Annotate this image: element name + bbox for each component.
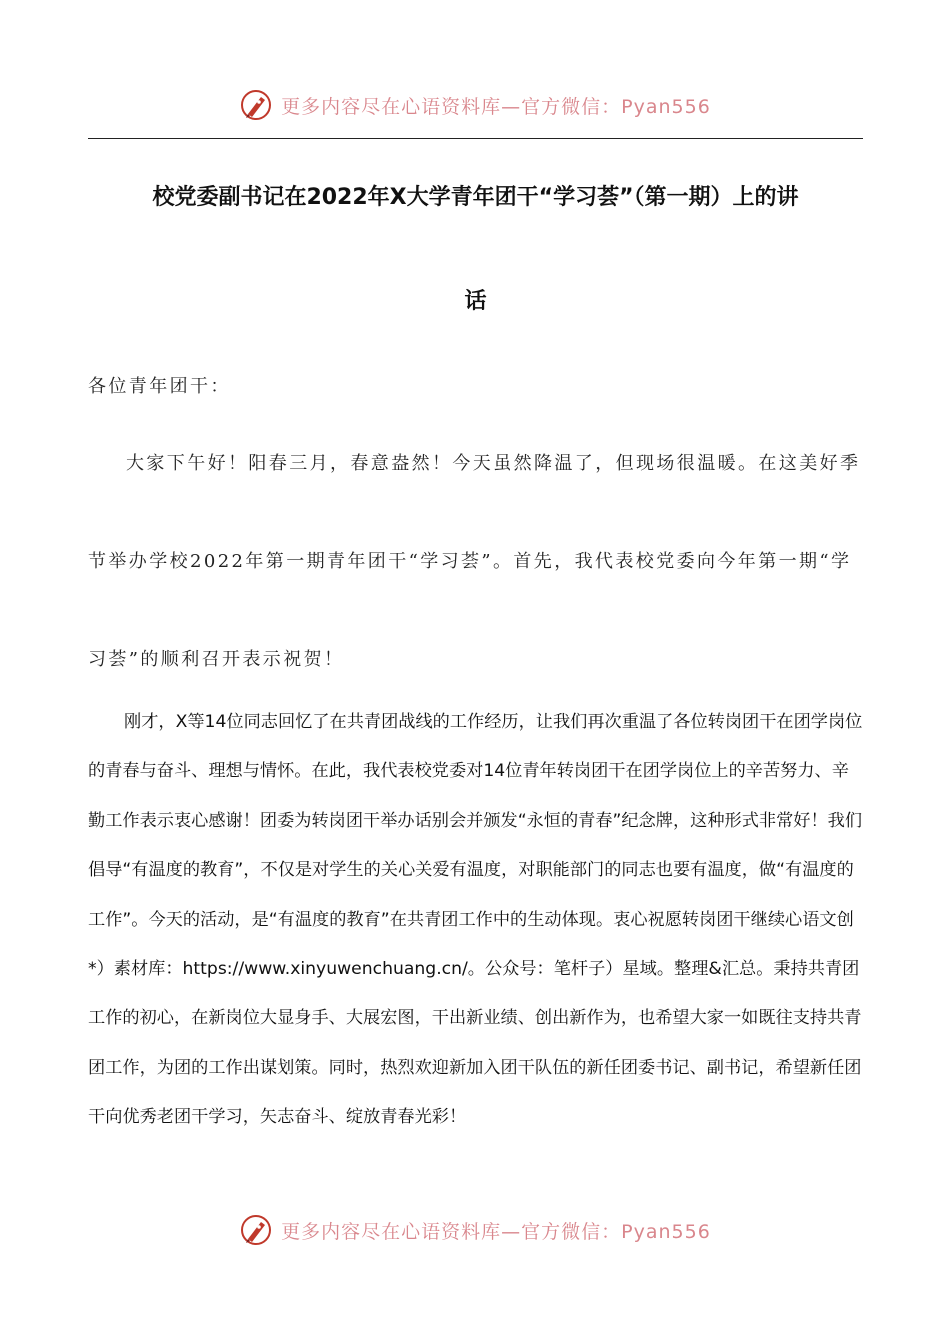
footer-banner xyxy=(0,1208,950,1252)
paragraph-2: 刚才，X等14位同志回忆了在共青团战线的工作经历，让我们再次重温了各位转岗团干在团学岗位的青春与奋斗、理想与情怀。在此，我代表校党委对14位青年转岗团干在团学岗位上的辛苦努力、辛勤工作表示衷心感谢！团委为转岗团干举办话别会并颁发“永恒的青春”纪念牌，这种形式非常好！我们倡导“有温度的教育”，不仅是对学生的关心关爱有温度，对职能部门的同志也要有温度，做“有温度的工作”。今天的活动，是“有温度的教育”在共青团工作中的生动体现。衷心祝愿转岗团干继续心语文创*）素材库：https://www.xinyuwenchuang.cn/。公众号：笔杆子）星域。整理&汇总。秉持共青团工作的初心，在新岗位大显身手、大展宏图，干出新业绩、创出新作为，也希望大家一如既往支持共青团工作，为团的工作出谋划策。同时，热烈欢迎新加入团干队伍的新任团委书记、副书记，希望新任团干向优秀老团干学习，矢志奋斗、绽放青春光彩！ xyxy=(88,712,863,1128)
document-title-line-2: 话 xyxy=(464,289,487,314)
banner-text: 更多内容尽在心语资料库—官方微信：Pyan556 xyxy=(281,95,711,118)
banner-text: 更多内容尽在心语资料库—官方微信：Pyan556 xyxy=(281,1220,711,1243)
header-banner xyxy=(0,83,950,127)
pen-nib-icon xyxy=(239,1213,273,1247)
pen-nib-icon xyxy=(239,88,273,122)
paragraph-1: 大家下午好！阳春三月，春意盎然！今天虽然降温了，但现场很温暖。在这美好季节举办学校2022年第一期青年团干“学习荟”。首先，我代表校党委向今年第一期“学习荟”的顺利召开表示祝贺！ xyxy=(88,453,861,670)
greeting: 各位青年团干： xyxy=(88,376,231,397)
header-divider xyxy=(88,138,863,139)
document-title-line-1: 校党委副书记在2022年X大学青年团干“学习荟”（第一期）上的讲 xyxy=(152,185,799,210)
